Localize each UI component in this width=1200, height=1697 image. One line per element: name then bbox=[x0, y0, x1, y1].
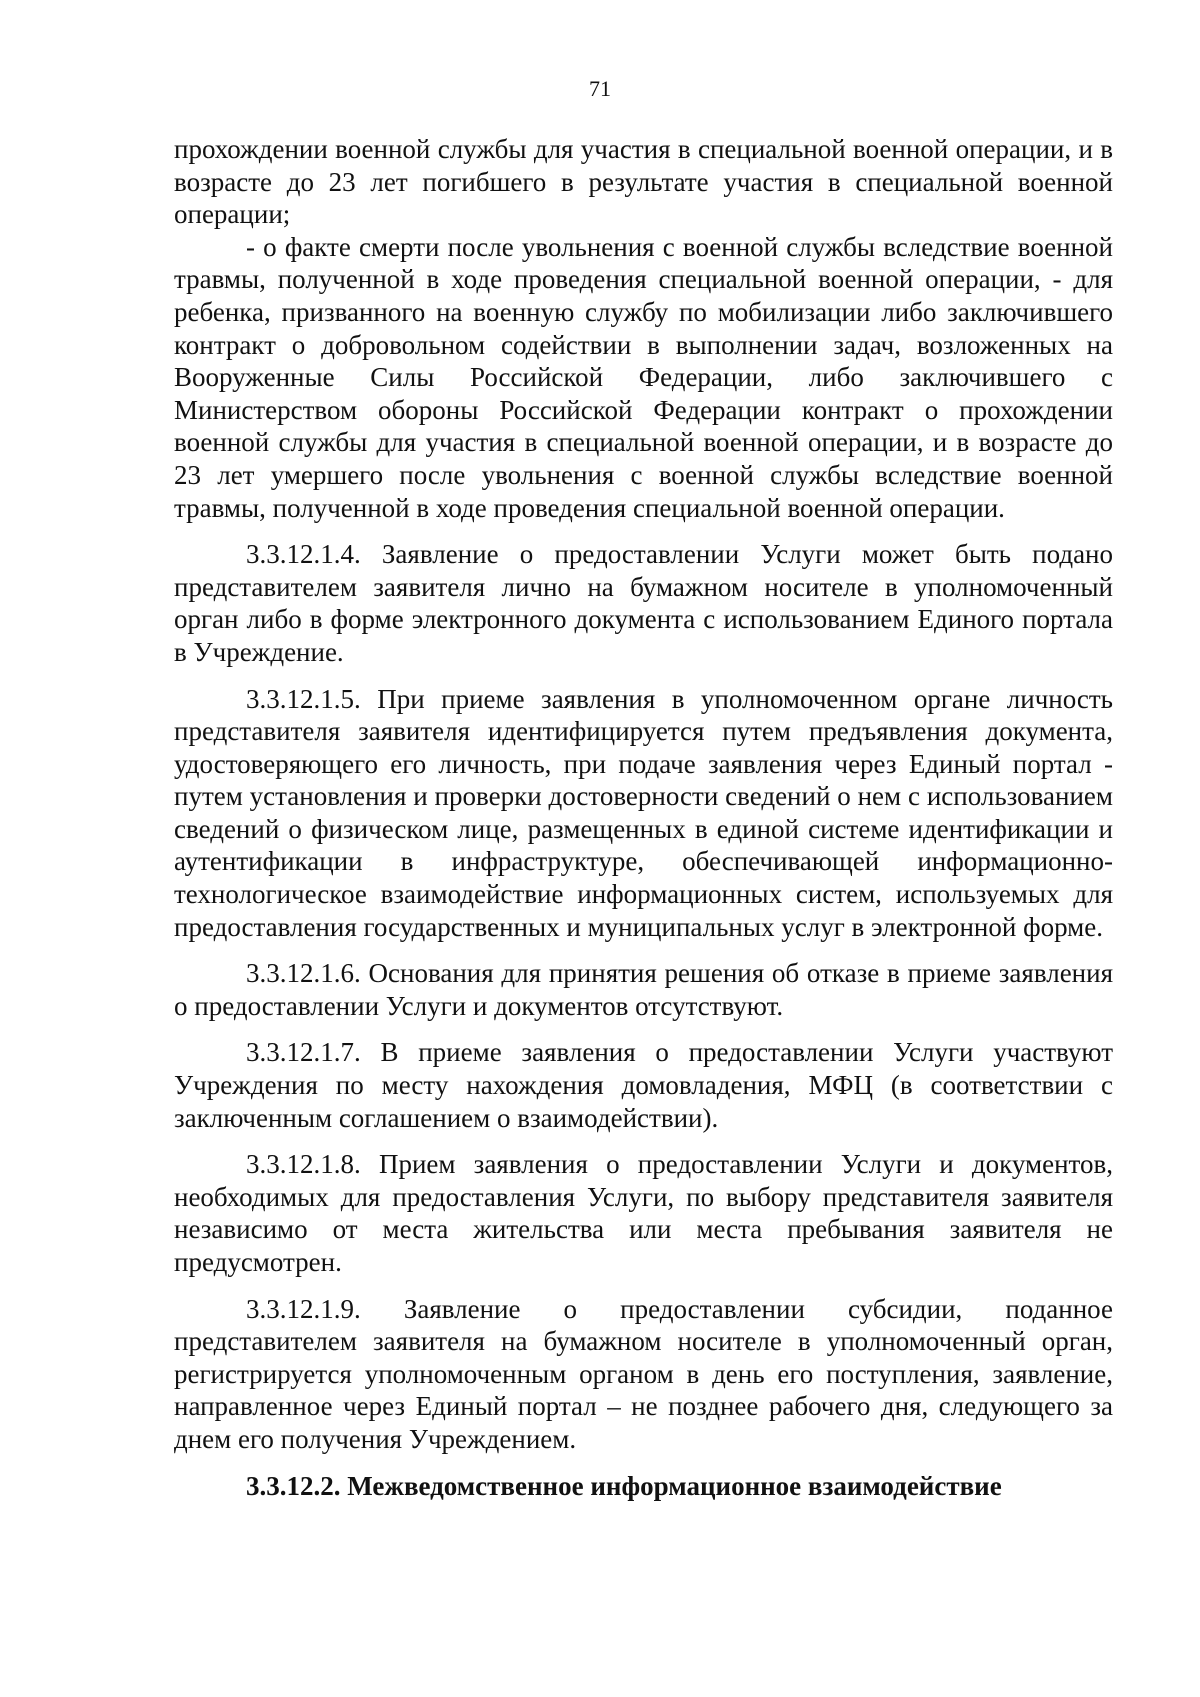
paragraph-3-3-12-1-4: 3.3.12.1.4. Заявление о предоставлении Услуги может быть подано представителем заявителя лично на бумажном носителе в уполномоченный орган либо в форме электронного документа с использованием Единого портала в Учреждение. bbox=[174, 539, 1113, 667]
section-heading: 3.3.12.2. Межведомственное информационное взаимодействие bbox=[246, 1470, 1002, 1501]
paragraph-3-3-12-1-9: 3.3.12.1.9. Заявление о предоставлении субсидии, поданное представителем заявителя на бумажном носителе в уполномоченный орган, регистрируется уполномоченным органом в день его поступления, заявление, направленное через Единый портал – не позднее рабочего дня, следующего за днем его получения Учреждением. bbox=[174, 1293, 1113, 1454]
page-number: 71 bbox=[589, 76, 611, 101]
paragraph-3-3-12-1-6: 3.3.12.1.6. Основания для принятия решения об отказе в приеме заявления о предоставлении Услуги и документов отсутствуют. bbox=[174, 958, 1113, 1021]
document-body bbox=[174, 133, 1113, 1502]
paragraph-3-3-12-1-8: 3.3.12.1.8. Прием заявления о предоставлении Услуги и документов, необходимых для предоставления Услуги, по выбору представителя заявителя независимо от места жительства или места пребывания заявителя не предусмотрен. bbox=[174, 1149, 1113, 1277]
paragraph-3-3-12-1-7: 3.3.12.1.7. В приеме заявления о предоставлении Услуги участвуют Учреждения по месту нахождения домовладения, МФЦ (в соответствии с заключенным соглашением о взаимодействии). bbox=[174, 1037, 1113, 1133]
paragraph-continuation: прохождении военной службы для участия в специальной военной операции, и в возрасте до 23 лет погибшего в результате участия в специальной военной операции; bbox=[174, 134, 1113, 230]
paragraph-death-after-discharge: - о факте смерти после увольнения с военной службы вследствие военной травмы, полученной в ходе проведения специальной военной операции, - для ребенка, призванного на военную службу по мобилизации либо заключившего контракт о добровольном содействии в выполнении задач, возложенных на Вооруженные Силы Российской Федерации, либо заключившего с Министерством обороны Российской Федерации контракт о прохождении военной службы для участия в специальной военной операции, и в возрасте до 23 лет умершего после увольнения с военной службы вследствие военной травмы, полученной в ходе проведения специальной военной операции. bbox=[174, 231, 1113, 523]
paragraph-3-3-12-1-5: 3.3.12.1.5. При приеме заявления в уполномоченном органе личность представителя заявителя идентифицируется путем предъявления документа, удостоверяющего его личность, при подаче заявления через Единый портал - путем установления и проверки достоверности сведений о нем с использованием сведений о физическом лице, размещенных в единой системе идентификации и аутентификации в инфраструктуре, обеспечивающей информационно-технологическое взаимодействие информационных систем, используемых для предоставления государственных и муниципальных услуг в электронной форме. bbox=[174, 683, 1113, 942]
